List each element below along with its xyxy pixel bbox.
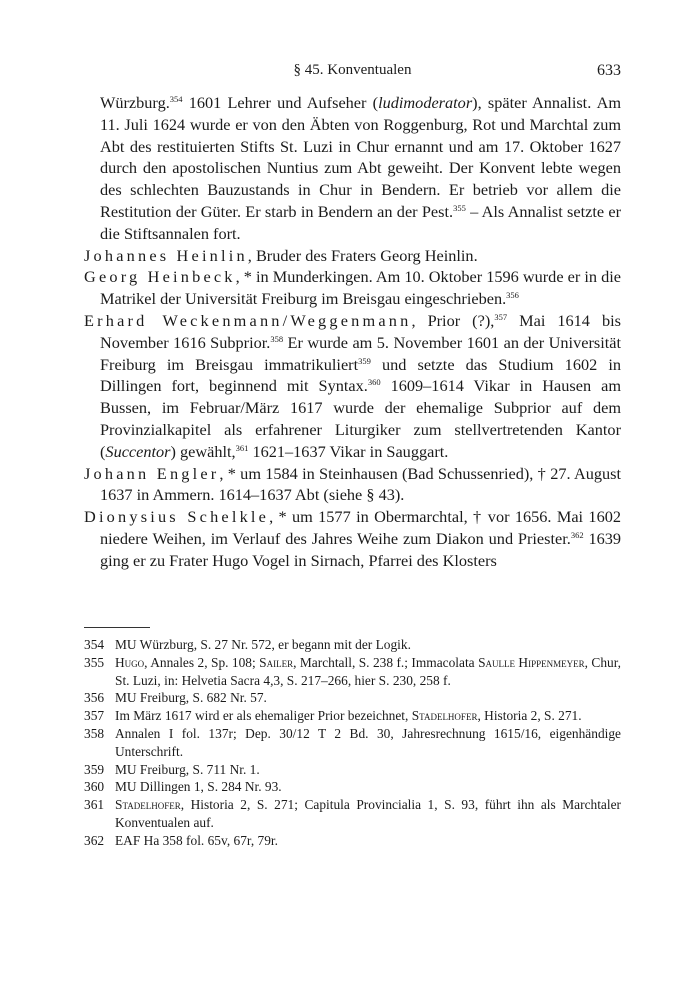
footnote-ref[interactable]: 360 bbox=[367, 377, 381, 388]
entry-heinbeck bbox=[84, 266, 621, 310]
footnotes bbox=[84, 636, 621, 850]
person-name: Johann Engler bbox=[84, 463, 220, 483]
footnote-text: , Annales 2, Sp. 108; bbox=[144, 654, 260, 670]
footnote-text: MU Dillingen 1, S. 284 Nr. 93. bbox=[115, 779, 282, 795]
footnote-text: MU Würzburg, S. 27 Nr. 572, er begann mit der Logik. bbox=[115, 637, 411, 652]
page-number: 633 bbox=[597, 62, 621, 79]
footnote-number: 360 bbox=[84, 779, 105, 795]
italic-term: Succentor bbox=[105, 441, 171, 461]
footnote bbox=[84, 689, 621, 707]
running-title: § 45. Konventualen bbox=[293, 62, 412, 78]
text-run: Mai 1614 bis November 1616 Subprior. bbox=[100, 310, 621, 352]
footnote-text: , Historia 2, S. 271. bbox=[477, 708, 582, 724]
footnote-divider bbox=[84, 627, 150, 628]
italic-term: ludimoderator bbox=[378, 93, 473, 112]
author-name: Saulle Hippenmeyer bbox=[478, 654, 585, 670]
footnote-text: , Chur, St. Luzi, in: Helvetia Sacra 4,3, S. 217–266, hier S. 230, 258 f. bbox=[115, 654, 621, 688]
text-run: 1601 Lehrer und Aufseher ( bbox=[182, 93, 379, 112]
entry-weckenmann bbox=[84, 310, 621, 463]
footnote bbox=[84, 832, 621, 850]
footnote-number: 356 bbox=[84, 690, 105, 706]
text-run: und setzte das Studium 1602 in Dillingen fort, beginnend mit Syntax. bbox=[100, 354, 621, 396]
main-text bbox=[84, 92, 621, 572]
footnote-text: , Marchtall, S. 238 f.; Immacolata bbox=[293, 654, 479, 670]
footnote-number: 355 bbox=[84, 654, 105, 670]
text-run: 1621–1637 Vikar in Sauggart. bbox=[248, 441, 449, 461]
text-run: , * in Munderkingen. Am 10. Oktober 1596 wurde er in die Matrikel der Universität Freiburg im Breisgau eingeschrieben. bbox=[100, 267, 621, 309]
footnote bbox=[84, 778, 621, 796]
text-run: 1609–1614 Vikar in Hausen am Bussen, im Februar/März 1617 wurde der ehemalige Subprior auf dem Provinzialkapitel als erfahrener Liturgiker zum stellvertretenden Kantor ( bbox=[100, 376, 621, 461]
footnote bbox=[84, 707, 621, 725]
footnote-number: 357 bbox=[84, 708, 105, 724]
footnote-ref[interactable]: 356 bbox=[506, 290, 519, 301]
footnote-ref[interactable]: 357 bbox=[494, 311, 508, 322]
text-run: Er wurde am 5. November 1601 an der Universität Freiburg im Breisgau immatrikuliert bbox=[100, 332, 621, 374]
entry-continuation bbox=[84, 92, 621, 245]
footnote-number: 354 bbox=[84, 637, 105, 652]
footnote bbox=[84, 725, 621, 761]
person-name: Georg Heinbeck bbox=[84, 267, 236, 287]
footnote-ref[interactable]: 358 bbox=[270, 333, 284, 344]
author-name: Sailer bbox=[259, 654, 294, 670]
footnote-text: Annalen I fol. 137r; Dep. 30/12 T 2 Bd. 30, Jahresrechnung 1615/16, eigenhändige Unterschrift. bbox=[115, 725, 621, 759]
author-name: Stadelhofer bbox=[411, 708, 478, 724]
footnote-ref[interactable]: 361 bbox=[235, 442, 249, 453]
text-run: Würzburg. bbox=[100, 93, 170, 112]
text-run: , * um 1584 in Steinhausen (Bad Schussenried), † 27. August 1637 in Ammern. 1614–1637 Abt (siehe § 43). bbox=[100, 463, 621, 505]
footnote bbox=[84, 636, 621, 654]
footnote-ref[interactable]: 355 bbox=[453, 202, 466, 213]
author-name: Hugo bbox=[115, 654, 145, 670]
text-run: , Bruder des Fraters Georg Heinlin. bbox=[247, 245, 478, 265]
running-header bbox=[84, 62, 621, 82]
text-run: , * um 1577 in Obermarchtal, † vor 1656. Mai 1602 niedere Weihen, im Verlauf des Jahres Weihe zum Diakon und Priester. bbox=[100, 507, 621, 548]
text-run: ), später Annalist. Am 11. Juli 1624 wurde er von den Äbten von Roggenburg, Rot und Marchtal zum Abt des restituierten Stifts St. Luzi in Chur ernannt und am 17. Oktober 1627 durch den apostolischen Nuntius zum Abt geweiht. Der Konvent lebte wegen des schlechten Bauzustands in Chur in Bendern. Er betrieb vor allem die Restitution der Güter. Er starb in Bendern an der Pest. bbox=[100, 93, 621, 221]
footnote-ref[interactable]: 354 bbox=[169, 94, 183, 104]
footnote-text: MU Freiburg, S. 711 Nr. 1. bbox=[115, 761, 260, 777]
text-run: , Prior (?), bbox=[411, 310, 495, 330]
person-name: Johannes Heinlin bbox=[84, 245, 248, 265]
footnote-text: EAF Ha 358 fol. 65v, 67r, 79r. bbox=[115, 832, 278, 848]
footnote-ref[interactable]: 359 bbox=[358, 355, 371, 366]
person-name: Erhard Weckenmann/Weggenmann bbox=[84, 310, 412, 330]
person-name: Dionysius Schelkle bbox=[84, 507, 270, 527]
text-run: – Als Annalist setzte er die Stiftsannalen fort. bbox=[100, 201, 621, 243]
text-run: 1639 ging er zu Frater Hugo Vogel in Sirnach, Pfarrei des Klosters bbox=[100, 528, 622, 570]
author-name: Stadelhofer bbox=[115, 797, 181, 813]
footnote bbox=[84, 761, 621, 779]
footnote-number: 362 bbox=[84, 832, 105, 848]
footnote bbox=[84, 654, 621, 690]
footnote-text: Im März 1617 wird er als ehemaliger Prior bezeichnet, bbox=[115, 708, 412, 724]
footnote-text: , Historia 2, S. 271; Capitula Provincialia 1, S. 93, führt ihn als Marchtaler Konventualen auf. bbox=[115, 797, 621, 830]
footnote-number: 358 bbox=[84, 725, 105, 741]
entry-schelkle bbox=[84, 506, 621, 571]
footnote-text: MU Freiburg, S. 682 Nr. 57. bbox=[115, 690, 267, 706]
footnote-ref[interactable]: 362 bbox=[570, 529, 584, 540]
entry-engler bbox=[84, 463, 621, 507]
footnote bbox=[84, 796, 621, 832]
entry-heinlin bbox=[84, 245, 621, 267]
footnote-number: 361 bbox=[84, 797, 105, 813]
text-run: ) gewählt, bbox=[170, 441, 236, 461]
footnote-number: 359 bbox=[84, 761, 105, 777]
